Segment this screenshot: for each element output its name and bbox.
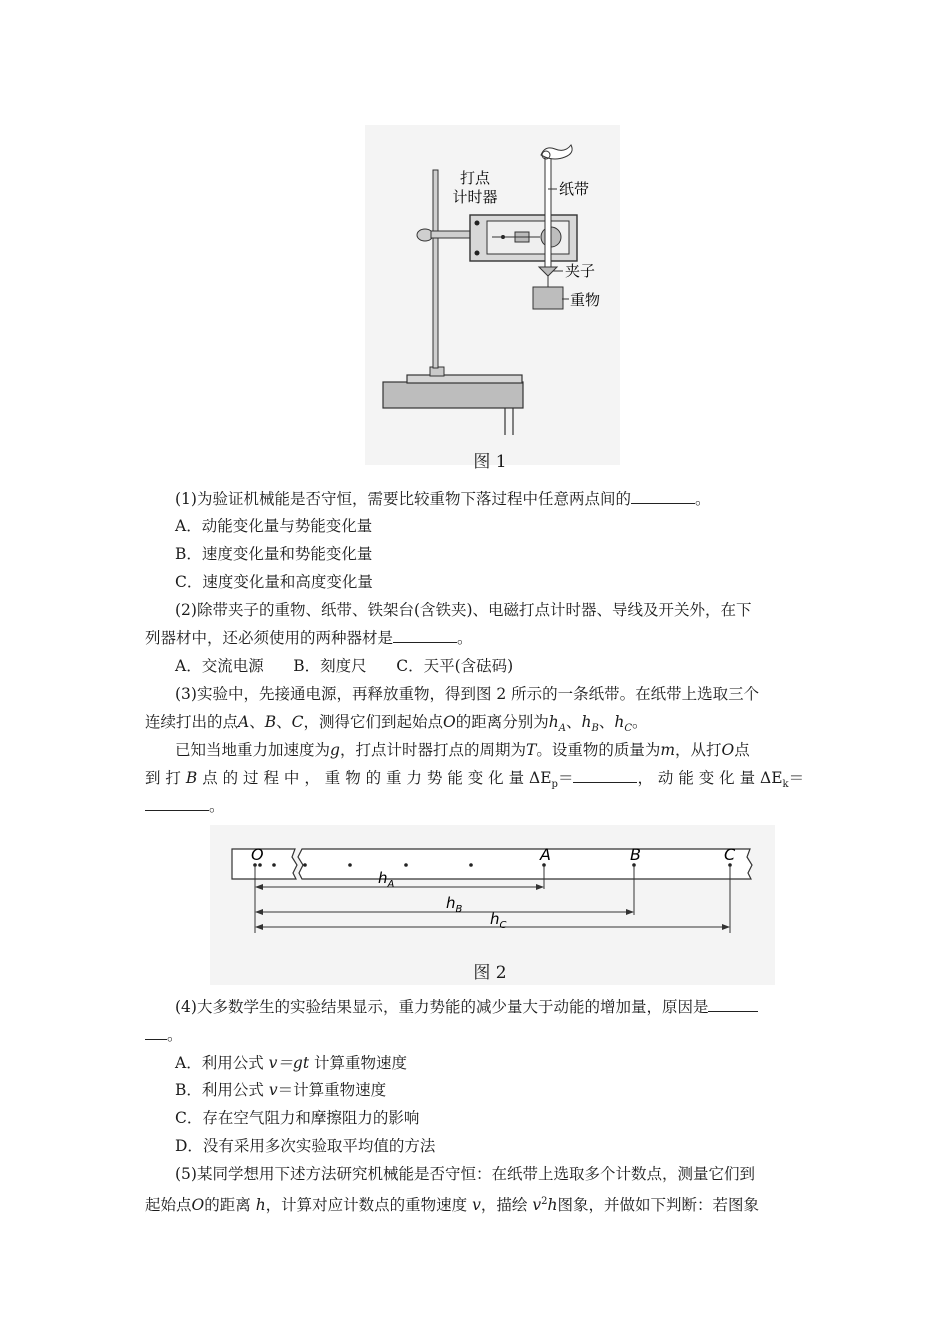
- label-b: B: [630, 845, 641, 864]
- question-5-line-2: 起始点O的距离 h，计算对应计数点的重物速度 v，描绘 $v^2h$图象，并做如下判断：若图象: [145, 1196, 759, 1215]
- q4-option-d: D．没有采用多次实验取平均值的方法: [175, 1137, 436, 1155]
- question-5-line-1: (5)某同学想用下述方法研究机械能是否守恒：在纸带上选取多个计数点，测量它们到: [175, 1165, 755, 1183]
- dot: [404, 863, 408, 867]
- dot: [272, 863, 276, 867]
- label-a: A: [540, 845, 551, 864]
- figure-1-apparatus: [365, 125, 620, 465]
- label-o: O: [251, 845, 264, 864]
- q1-option-a: A．动能变化量与势能变化量: [175, 517, 373, 535]
- q4-option-c: C．存在空气阻力和摩擦阻力的影响: [175, 1109, 420, 1127]
- q4-option-b: B．利用公式 v＝计算重物速度: [175, 1081, 387, 1099]
- label-ha: $h_A$: [378, 869, 395, 890]
- question-1: (1)为验证机械能是否守恒，需要比较重物下落过程中任意两点间的 。: [175, 490, 711, 508]
- question-2-line-1: (2)除带夹子的重物、纸带、铁架台(含铁夹)、电磁打点计时器、导线及开关外，在下: [175, 601, 752, 619]
- dot: [469, 863, 473, 867]
- q2-options: A．交流电源 B．刻度尺 C．天平(含砝码): [175, 657, 514, 675]
- label-clip: 夹子: [565, 262, 596, 280]
- q4-option-a: A．利用公式 v＝gt 计算重物速度: [175, 1054, 408, 1072]
- question-4-line-1: (4)大多数学生的实验结果显示，重力势能的减少量大于动能的增加量，原因是: [175, 996, 758, 1018]
- question-3-line-3: 已知当地重力加速度为g，打点计时器打点的周期为T。设重物的质量为m，从打O点: [175, 741, 750, 759]
- label-hc: $h_C$: [490, 910, 507, 931]
- q1-option-c: C．速度变化量和高度变化量: [175, 573, 373, 591]
- dot: [303, 863, 307, 867]
- label-hb: $h_B$: [446, 894, 463, 915]
- label-timer-2: 计时器: [452, 188, 498, 206]
- figure-1-caption: 图 1: [473, 452, 507, 472]
- label-tape: 纸带: [559, 180, 590, 198]
- label-c: C: [724, 845, 736, 864]
- question-3-line-1: (3)实验中，先接通电源，再释放重物，得到图 2 所示的一条纸带。在纸带上选取三个: [175, 685, 760, 703]
- question-3-line-2: 连续打出的点A、B、C，测得它们到起始点O的距离分别为$h_A$、$h_B$、$h_C$。: [145, 713, 648, 735]
- label-timer-1: 打点: [459, 169, 491, 187]
- dot: [348, 863, 352, 867]
- label-weight: 重物: [570, 291, 601, 309]
- question-3-line-5: 。: [145, 795, 225, 817]
- question-2-line-2: 列器材中，还必须使用的两种器材是 。: [145, 629, 473, 647]
- question-4-line-2: 。: [145, 1024, 183, 1046]
- question-3-line-4: 到 打 B 点 的 过 程 中 ， 重 物 的 重 力 势 能 变 化 量 $\Delta E_p=$ ， 动 能 变 化 量 $\Delta E_k=$: [145, 769, 805, 791]
- figure-2-caption: 图 2: [473, 963, 507, 983]
- q1-option-b: B．速度变化量和势能变化量: [175, 545, 373, 563]
